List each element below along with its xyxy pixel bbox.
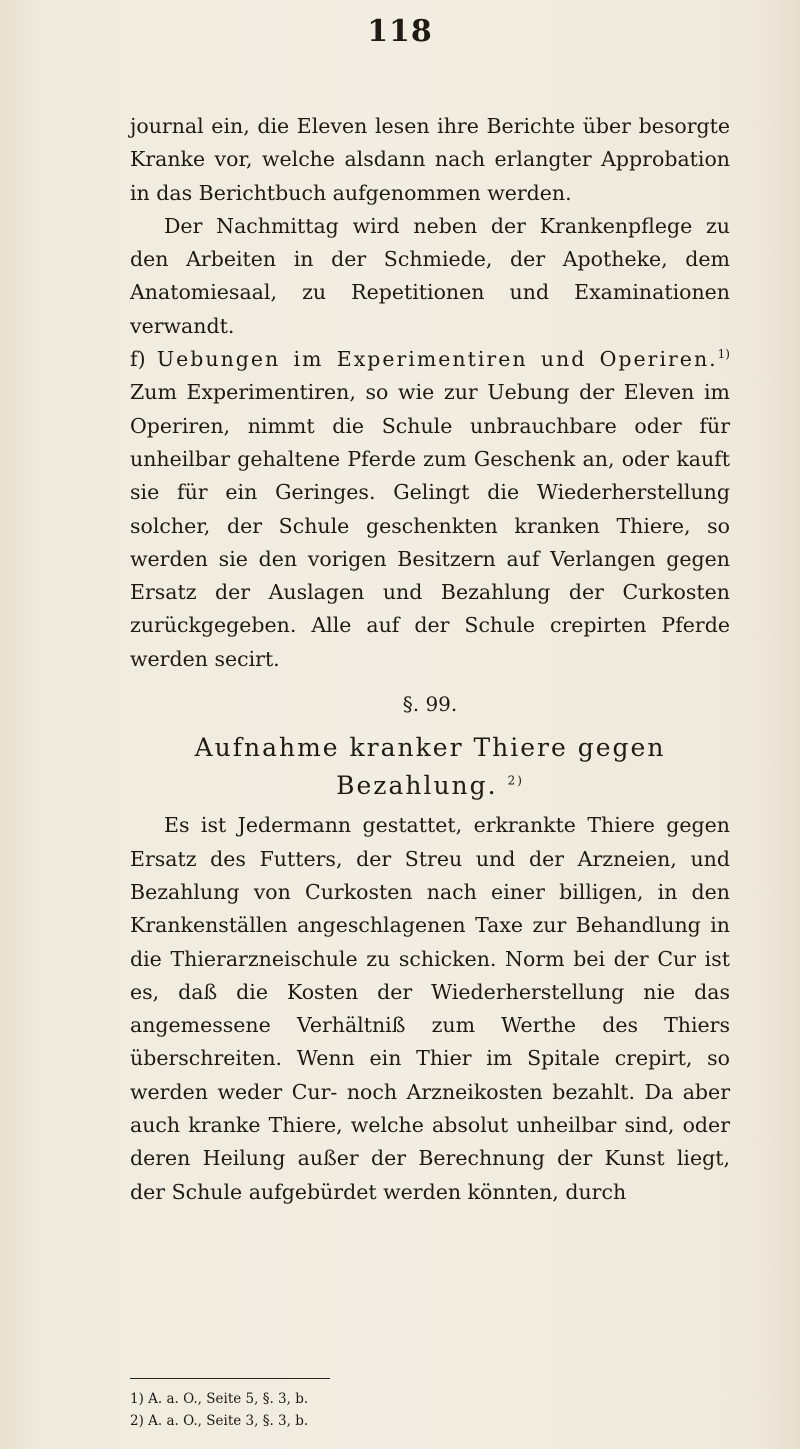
continuation-paragraph: journal ein, die Eleven lesen ihre Berichte über besorgte Kranke vor, welche alsdann nach erlangter Approbation in das Berichtbuch aufgenommen werden. bbox=[130, 114, 730, 205]
section-f-marker: f) bbox=[130, 347, 146, 372]
footnote-ref-2: 2) bbox=[507, 774, 524, 789]
section-f-paragraph bbox=[130, 343, 730, 676]
footnotes bbox=[130, 1388, 630, 1432]
section-f-title: Uebungen im Experimentiren und Operiren. bbox=[156, 347, 718, 372]
paragraph-number: §. 99. bbox=[402, 692, 458, 717]
section-heading bbox=[130, 729, 730, 805]
section-heading-text: Aufnahme kranker Thiere gegen Bezahlung. bbox=[194, 733, 666, 801]
section-f-text: Zum Experimentiren, so wie zur Uebung der Eleven im Operiren, nimmt die Schule unbrauchbare oder für unheilbar gehaltene Pferde zum Geschenk an, oder kauft sie für ein Geringes. Gelingt die Wiederherstellung solcher, der Schule geschenkten kranken Thiere, so werden sie den vorigen Besitzern auf Verlangen gegen Ersatz der Auslagen und Bezahlung der Curkosten zurückgegeben. Alle auf der Schule crepirten Pferde werden secirt. bbox=[130, 380, 730, 671]
footnote-ref-1: 1) bbox=[717, 347, 730, 362]
afternoon-paragraph: Der Nachmittag wird neben der Krankenpflege zu den Arbeiten in der Schmiede, der Apotheke, dem Anatomiesaal, zu Repetitionen und Examinationen verwandt. bbox=[130, 213, 730, 338]
footnote-1: 1) A. a. O., Seite 5, §. 3, b. bbox=[130, 1391, 309, 1407]
body-paragraph: Es ist Jedermann gestattet, erkrankte Thiere gegen Ersatz des Futters, der Streu und der Arzneien, und Bezahlung von Curkosten nach einer billigen, in den Krankenställen angeschlagenen Taxe zur Behandlung in die Thierarzneischule zu schicken. Norm bei der Cur ist es, daß die Kosten der Wiederherstellung nie das angemessene Verhältniß zum Werthe des Thiers überschreiten. Wenn ein Thier im Spitale crepirt, so werden weder Cur- noch Arzneikosten bezahlt. Da aber auch kranke Thiere, welche absolut unheilbar sind, oder deren Heilung außer der Berechnung der Kunst liegt, der Schule aufgebürdet werden könnten, durch bbox=[130, 813, 730, 1204]
page-number: 118 bbox=[367, 14, 433, 49]
footnote-2: 2) A. a. O., Seite 3, §. 3, b. bbox=[130, 1413, 309, 1429]
footnote-rule bbox=[130, 1378, 330, 1379]
page-body bbox=[130, 110, 730, 1209]
